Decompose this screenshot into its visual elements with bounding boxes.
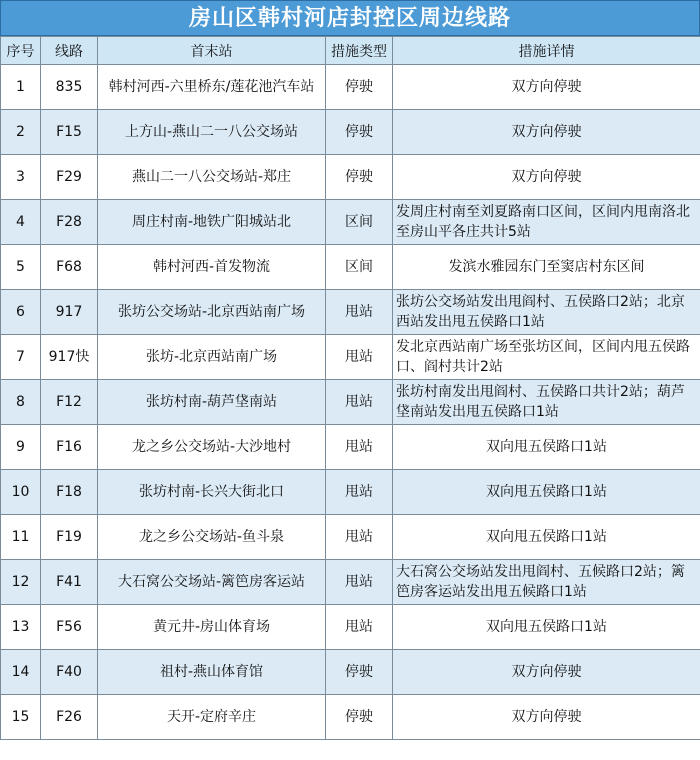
cell-type: 甩站 [326,290,393,335]
cell-no: 1 [1,65,41,110]
cell-line: 917 [41,290,98,335]
cell-line: 917快 [41,335,98,380]
cell-detail: 双向甩五侯路口1站 [393,605,700,650]
cell-no: 3 [1,155,41,200]
cell-stations: 黄元井-房山体育场 [98,605,326,650]
cell-line: F26 [41,695,98,740]
cell-stations: 张坊公交场站-北京西站南广场 [98,290,326,335]
cell-line: F18 [41,470,98,515]
cell-stations: 张坊村南-长兴大街北口 [98,470,326,515]
cell-no: 12 [1,560,41,605]
cell-detail: 张坊村南发出甩阎村、五侯路口共计2站；葫芦垡南站发出甩五侯路口1站 [393,380,700,425]
table-row [1,425,700,470]
cell-no: 11 [1,515,41,560]
cell-type: 甩站 [326,605,393,650]
cell-stations: 上方山-燕山二一八公交场站 [98,110,326,155]
table-row [1,155,700,200]
cell-type: 停驶 [326,110,393,155]
cell-detail: 张坊公交场站发出甩阎村、五侯路口2站；北京西站发出甩五侯路口1站 [393,290,700,335]
cell-no: 6 [1,290,41,335]
cell-type: 甩站 [326,380,393,425]
cell-type: 甩站 [326,515,393,560]
cell-no: 5 [1,245,41,290]
cell-type: 停驶 [326,695,393,740]
header-no: 序号 [1,37,41,65]
cell-stations: 龙之乡公交场站-鱼斗泉 [98,515,326,560]
cell-line: F28 [41,200,98,245]
table-row [1,695,700,740]
table-row [1,200,700,245]
cell-no: 10 [1,470,41,515]
cell-line: F41 [41,560,98,605]
cell-stations: 韩村河西-首发物流 [98,245,326,290]
header-detail: 措施详情 [393,37,700,65]
cell-detail: 双方向停驶 [393,650,700,695]
cell-stations: 张坊-北京西站南广场 [98,335,326,380]
cell-type: 停驶 [326,650,393,695]
table-row [1,650,700,695]
cell-detail: 发滨水雅园东门至窦店村东区间 [393,245,700,290]
cell-type: 甩站 [326,560,393,605]
cell-no: 8 [1,380,41,425]
page-title: 房山区韩村河店封控区周边线路 [0,0,700,36]
table-body [1,65,700,740]
header-stations: 首末站 [98,37,326,65]
table-row [1,110,700,155]
cell-stations: 祖村-燕山体育馆 [98,650,326,695]
cell-no: 14 [1,650,41,695]
cell-no: 4 [1,200,41,245]
cell-detail: 双向甩五侯路口1站 [393,470,700,515]
table-row [1,515,700,560]
table-row [1,245,700,290]
cell-line: F56 [41,605,98,650]
table-row [1,290,700,335]
cell-type: 停驶 [326,65,393,110]
cell-stations: 张坊村南-葫芦垡南站 [98,380,326,425]
cell-line: F29 [41,155,98,200]
cell-type: 区间 [326,245,393,290]
table-row [1,65,700,110]
cell-stations: 大石窝公交场站-篱笆房客运站 [98,560,326,605]
header-type: 措施类型 [326,37,393,65]
cell-line: F12 [41,380,98,425]
table-header-row [1,37,700,65]
cell-stations: 天开-定府辛庄 [98,695,326,740]
cell-detail: 双向甩五侯路口1站 [393,515,700,560]
cell-no: 13 [1,605,41,650]
cell-line: F40 [41,650,98,695]
table-row [1,470,700,515]
cell-no: 9 [1,425,41,470]
table-row [1,335,700,380]
cell-detail: 双方向停驶 [393,695,700,740]
cell-no: 15 [1,695,41,740]
cell-detail: 发北京西站南广场至张坊区间，区间内甩五侯路口、阎村共计2站 [393,335,700,380]
cell-type: 区间 [326,200,393,245]
cell-type: 甩站 [326,470,393,515]
cell-type: 甩站 [326,335,393,380]
cell-detail: 双方向停驶 [393,65,700,110]
cell-type: 甩站 [326,425,393,470]
cell-stations: 龙之乡公交场站-大沙地村 [98,425,326,470]
cell-no: 7 [1,335,41,380]
cell-stations: 燕山二一八公交场站-郑庄 [98,155,326,200]
table-row [1,605,700,650]
header-line: 线路 [41,37,98,65]
cell-line: F68 [41,245,98,290]
cell-detail: 双方向停驶 [393,110,700,155]
table-row [1,380,700,425]
cell-line: F19 [41,515,98,560]
cell-line: F16 [41,425,98,470]
cell-detail: 大石窝公交场站发出甩阎村、五候路口2站；篱笆房客运站发出甩五候路口1站 [393,560,700,605]
cell-detail: 双向甩五侯路口1站 [393,425,700,470]
route-table [0,36,700,740]
cell-stations: 韩村河西-六里桥东/莲花池汽车站 [98,65,326,110]
cell-detail: 双方向停驶 [393,155,700,200]
cell-stations: 周庄村南-地铁广阳城站北 [98,200,326,245]
cell-line: F15 [41,110,98,155]
cell-type: 停驶 [326,155,393,200]
cell-detail: 发周庄村南至刘夏路南口区间，区间内甩南洛北至房山平各庄共计5站 [393,200,700,245]
table-row [1,560,700,605]
cell-no: 2 [1,110,41,155]
cell-line: 835 [41,65,98,110]
